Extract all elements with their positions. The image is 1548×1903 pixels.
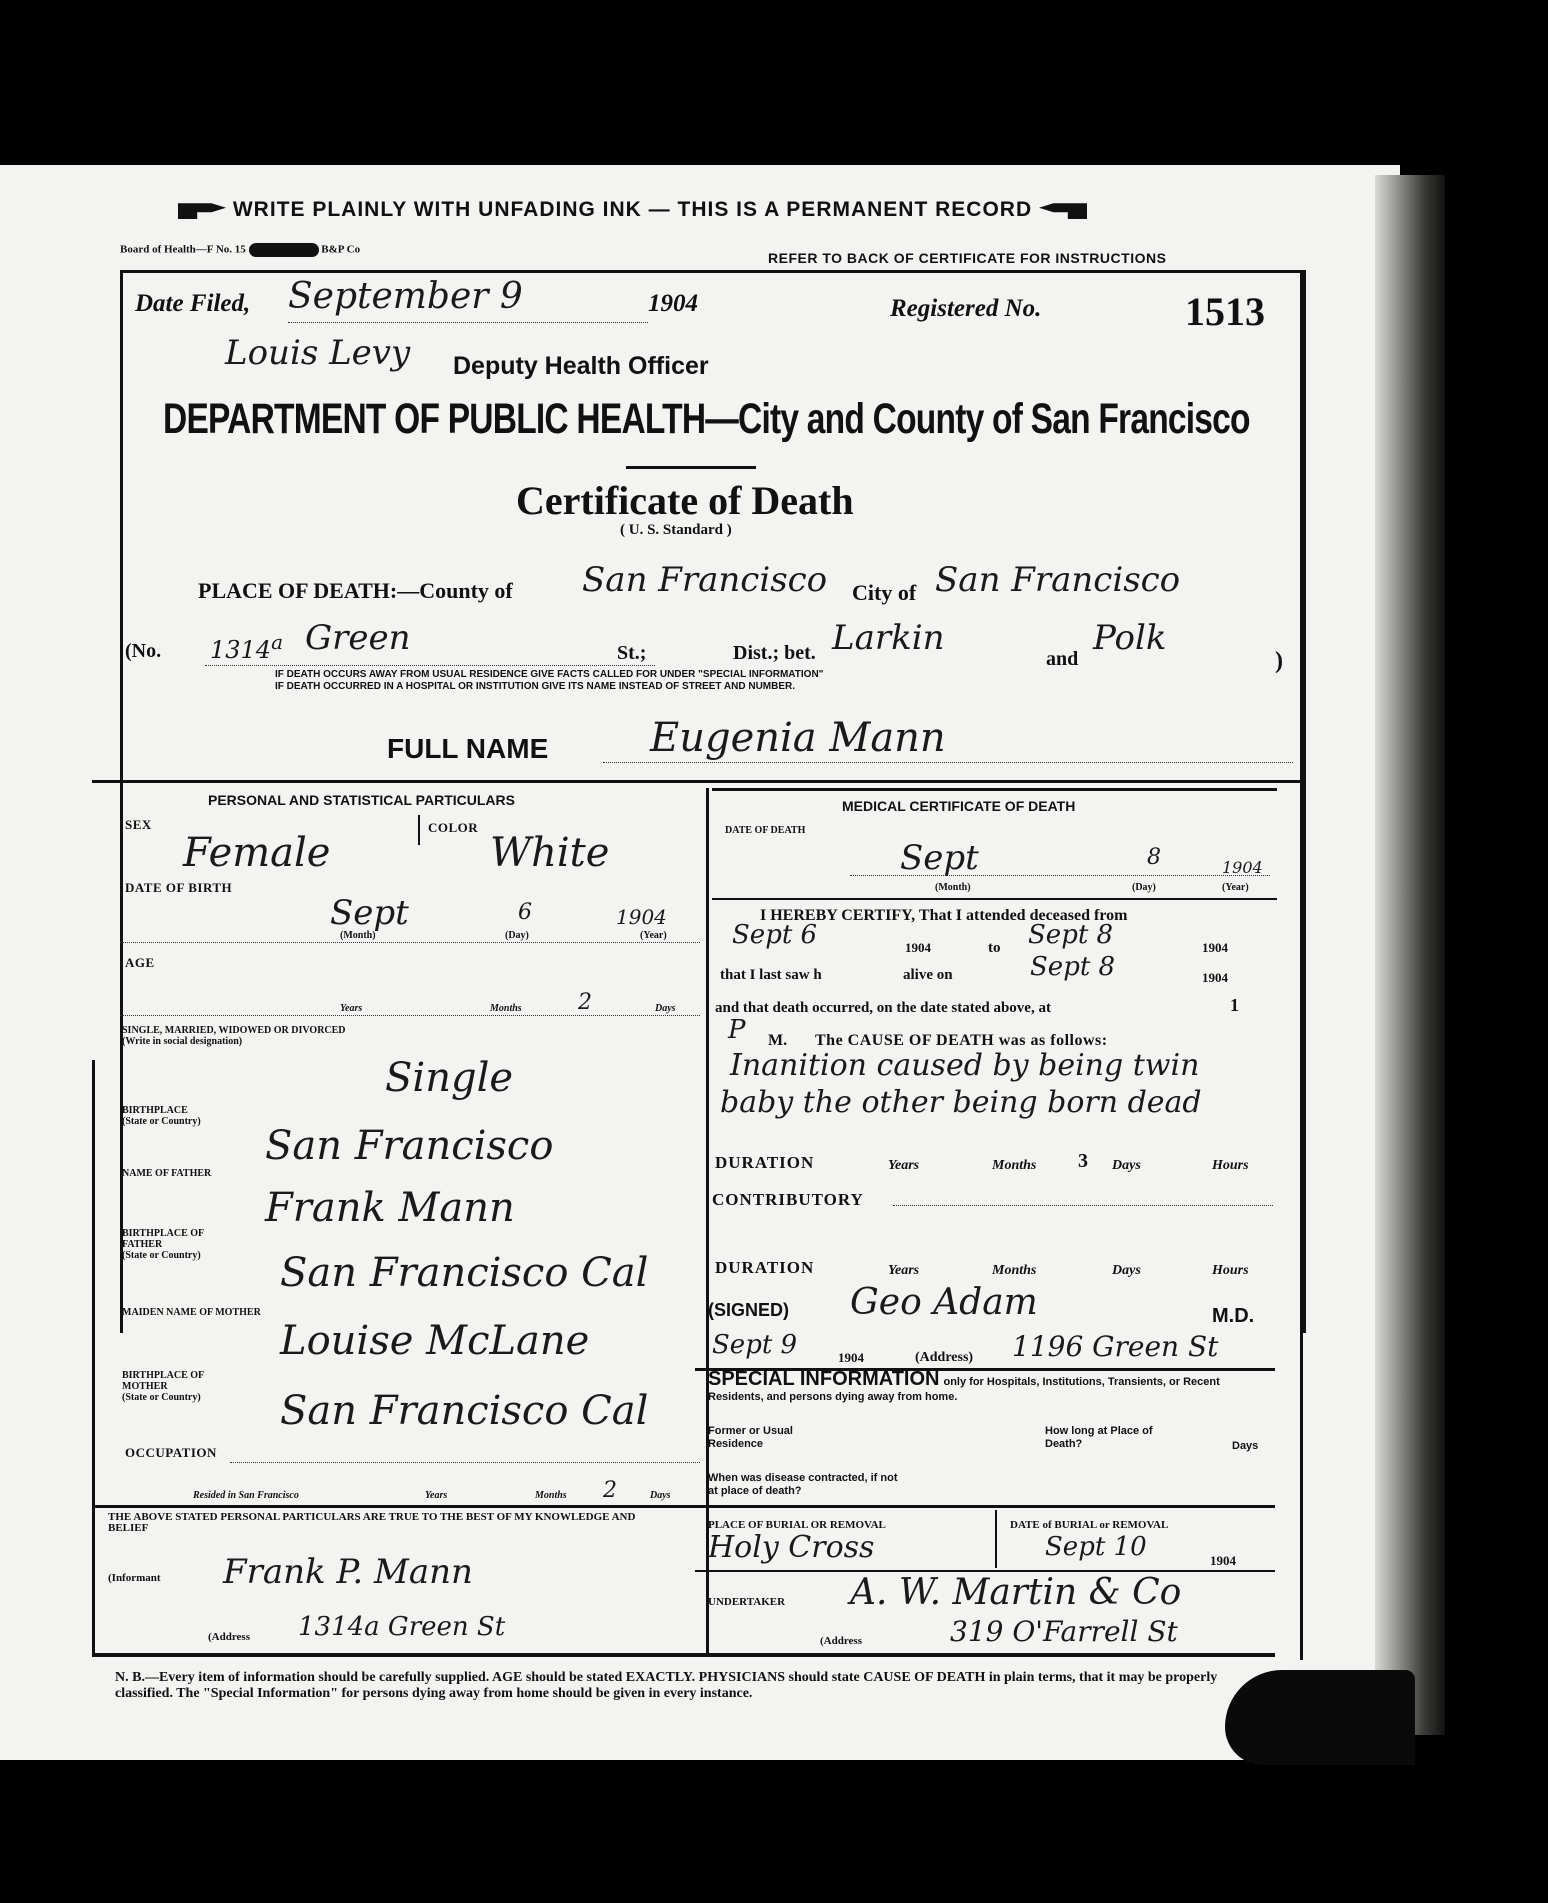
duration-days-value: 3 bbox=[1078, 1150, 1088, 1172]
informant-address: 1314a Green St bbox=[298, 1612, 506, 1642]
place-note-2: IF DEATH OCCURRED IN A HOSPITAL OR INSTITUTION GIVE ITS NAME INSTEAD OF STREET AND NUMBER. bbox=[275, 681, 796, 692]
full-name-line bbox=[603, 762, 1293, 763]
street-line bbox=[205, 665, 655, 666]
undertaker-value: A. W. Martin & Co bbox=[850, 1572, 1182, 1613]
attend-to: Sept 8 bbox=[1028, 920, 1114, 950]
former-residence-label: Former or Usual Residence bbox=[708, 1425, 793, 1450]
birthplace-label bbox=[122, 1105, 201, 1127]
full-name-value: Eugenia Mann bbox=[650, 715, 946, 761]
burial-divider bbox=[995, 1510, 997, 1568]
duration-label: DURATION bbox=[715, 1153, 815, 1172]
occupation-label: OCCUPATION bbox=[125, 1445, 217, 1460]
cause-line-1: Inanition caused by being twin bbox=[730, 1048, 1200, 1083]
attest-text: THE ABOVE STATED PERSONAL PARTICULARS ARE TRUE TO THE BEST OF MY KNOWLEDGE AND BELIEF bbox=[108, 1511, 636, 1534]
md-label: M.D. bbox=[1212, 1305, 1255, 1327]
form-id bbox=[120, 243, 360, 257]
printer-seal-icon bbox=[249, 243, 319, 257]
attend-from: Sept 6 bbox=[732, 920, 818, 950]
dob-year: 1904 bbox=[616, 905, 667, 929]
informant-value: Frank P. Mann bbox=[223, 1552, 473, 1592]
contrib-months-caption: Months bbox=[992, 1263, 1037, 1278]
form-id-left: Board of Health—F No. 15 bbox=[120, 243, 246, 256]
resided-years-caption: Years bbox=[425, 1490, 448, 1501]
date-filed-year: 1904 bbox=[648, 290, 698, 317]
color-label: COLOR bbox=[428, 820, 479, 835]
date-filed-line bbox=[288, 322, 648, 323]
dod-month: Sept bbox=[900, 838, 979, 878]
title-rule bbox=[626, 466, 756, 469]
duration-years-caption: Years bbox=[888, 1158, 920, 1173]
age-days-value: 2 bbox=[578, 990, 592, 1015]
undertaker-label: UNDERTAKER bbox=[708, 1596, 786, 1608]
dod-day: 8 bbox=[1147, 845, 1161, 870]
m-label: M. bbox=[768, 1032, 788, 1049]
contributory-label: CONTRIBUTORY bbox=[712, 1190, 864, 1209]
medical-top-rule bbox=[712, 788, 1277, 791]
county-value: San Francisco bbox=[582, 560, 828, 600]
banner-text: WRITE PLAINLY WITH UNFADING INK — THIS IS A PERMANENT RECORD bbox=[232, 198, 1033, 221]
dob-year-caption: (Year) bbox=[640, 930, 667, 941]
cause-label: The CAUSE OF DEATH was as follows: bbox=[815, 1032, 1108, 1049]
father-bp-label-text: BIRTHPLACE OF FATHER bbox=[122, 1228, 204, 1250]
color-divider bbox=[418, 815, 420, 845]
date-filed-label: Date Filed, bbox=[135, 290, 251, 317]
attend-from-year: 1904 bbox=[905, 940, 931, 955]
age-months-caption: Months bbox=[490, 1003, 522, 1014]
city-label: City of bbox=[852, 580, 917, 605]
dod-line bbox=[850, 875, 1270, 876]
mother-birthplace-value: San Francisco Cal bbox=[280, 1388, 649, 1434]
ink-blot bbox=[1225, 1670, 1415, 1765]
resided-months-caption: Months bbox=[535, 1490, 567, 1501]
street-number-sup: a bbox=[271, 630, 284, 654]
duration-days-caption: Days bbox=[1112, 1158, 1141, 1173]
color-value: White bbox=[490, 830, 610, 876]
death-hour: 1 bbox=[1230, 995, 1239, 1015]
occupation-line bbox=[230, 1462, 700, 1463]
contrib-years-caption: Years bbox=[888, 1263, 920, 1278]
dob-day: 6 bbox=[518, 900, 532, 925]
place-note-1: IF DEATH OCCURS AWAY FROM USUAL RESIDENCE GIVE FACTS CALLED FOR UNDER "SPECIAL INFORMATION" bbox=[275, 669, 824, 680]
duration-months-caption: Months bbox=[992, 1158, 1037, 1173]
full-name-label: FULL NAME bbox=[387, 733, 549, 764]
doc-address-label: (Address) bbox=[915, 1350, 974, 1365]
street-number-value: 1314 bbox=[210, 636, 272, 664]
cause-line-2: baby the other being born dead bbox=[720, 1085, 1202, 1120]
close-paren: ) bbox=[1275, 648, 1283, 674]
burial-date: Sept 10 bbox=[1045, 1532, 1147, 1562]
form-right-rule bbox=[1300, 270, 1303, 1660]
burial-date-label: DATE of BURIAL or REMOVAL bbox=[1010, 1519, 1169, 1531]
signed-label: (SIGNED) bbox=[708, 1300, 789, 1320]
contributory-line bbox=[893, 1205, 1273, 1206]
sex-value: Female bbox=[183, 830, 331, 876]
contrib-days-caption: Days bbox=[1112, 1263, 1141, 1278]
between-street-1: Larkin bbox=[832, 618, 945, 658]
footer-note: N. B.—Every item of information should be carefully supplied. AGE should be stated EXACTLY. PHYSICIANS should state CAUSE OF DEATH in plain terms, that it may be properly classified. The "Special Information" for persons dying away from home should be given in every instance. bbox=[115, 1670, 1218, 1701]
dod-year-caption: (Year) bbox=[1222, 882, 1249, 893]
special-heading-title: SPECIAL INFORMATION bbox=[708, 1368, 940, 1390]
certificate-title: Certificate of Death bbox=[516, 478, 854, 523]
father-birthplace-label bbox=[122, 1228, 242, 1261]
attend-to-label: to bbox=[988, 940, 1001, 956]
alive-label: alive on bbox=[903, 967, 953, 983]
mother-bp-sub-text: (State or Country) bbox=[122, 1392, 201, 1403]
and-label: and bbox=[1046, 648, 1079, 670]
signed-year: 1904 bbox=[838, 1350, 864, 1365]
dob-label: DATE OF BIRTH bbox=[125, 880, 233, 895]
dod-year: 1904 bbox=[1222, 858, 1263, 877]
signed-date: Sept 9 bbox=[712, 1330, 798, 1360]
resided-days-caption: Days bbox=[650, 1490, 671, 1501]
dob-month-caption: (Month) bbox=[340, 930, 376, 941]
father-birthplace-value: San Francisco Cal bbox=[280, 1250, 649, 1296]
place-notes bbox=[275, 669, 823, 693]
signed-value: Geo Adam bbox=[850, 1282, 1038, 1323]
medical-heading: MEDICAL CERTIFICATE OF DEATH bbox=[842, 798, 1076, 814]
contrib-duration-label: DURATION bbox=[715, 1258, 815, 1277]
duration-hours-caption: Hours bbox=[1212, 1158, 1249, 1173]
occurred-text: and that death occurred, on the date stated above, at bbox=[715, 1000, 1051, 1016]
dod-label: DATE OF DEATH bbox=[725, 825, 806, 836]
informant-label: (Informant bbox=[108, 1572, 161, 1584]
dist-label: Dist.; bet. bbox=[733, 642, 816, 664]
contracted-label: When was disease contracted, if not at place of death? bbox=[708, 1472, 898, 1497]
marital-sub-text: (Write in social designation) bbox=[122, 1036, 243, 1047]
date-filed-value: September 9 bbox=[288, 276, 523, 317]
mother-value: Louise McLane bbox=[280, 1318, 590, 1364]
burial-rule bbox=[695, 1505, 1275, 1508]
undertaker-address-label: (Address bbox=[820, 1635, 862, 1647]
registered-number: 1513 bbox=[1185, 289, 1265, 334]
birthplace-sub-text: (State or Country) bbox=[122, 1116, 201, 1127]
contrib-hours-caption: Hours bbox=[1212, 1263, 1249, 1278]
pm-value: P bbox=[728, 1015, 746, 1045]
birthplace-label-text: BIRTHPLACE bbox=[122, 1105, 188, 1116]
dob-day-caption: (Day) bbox=[505, 930, 529, 941]
marital-label bbox=[122, 1025, 352, 1047]
mother-label: MAIDEN NAME OF MOTHER bbox=[122, 1307, 261, 1318]
st-label: St.; bbox=[617, 642, 647, 664]
form-id-right: B&P Co bbox=[321, 243, 361, 256]
dob-month: Sept bbox=[330, 893, 409, 933]
resided-label: Resided in San Francisco bbox=[193, 1490, 299, 1501]
form-bottom-rule bbox=[92, 1653, 1275, 1657]
age-years-caption: Years bbox=[340, 1003, 363, 1014]
dod-day-caption: (Day) bbox=[1132, 882, 1156, 893]
certify-text: I HEREBY CERTIFY, That I attended deceased from bbox=[760, 907, 1128, 924]
pointing-hand-icon bbox=[178, 201, 226, 219]
street-name: Green bbox=[305, 618, 411, 658]
resided-days-value: 2 bbox=[603, 1478, 617, 1503]
informant-address-label: (Address bbox=[208, 1631, 250, 1643]
how-long-days: Days bbox=[1232, 1440, 1259, 1452]
burial-place: Holy Cross bbox=[708, 1530, 875, 1565]
attest-rule bbox=[95, 1505, 707, 1508]
city-value: San Francisco bbox=[935, 560, 1181, 600]
lastsaw-date: Sept 8 bbox=[1030, 952, 1116, 982]
age-label: AGE bbox=[125, 955, 155, 970]
marital-value: Single bbox=[385, 1055, 514, 1101]
lastsaw-year: 1904 bbox=[1202, 970, 1228, 985]
standard-label: ( U. S. Standard ) bbox=[620, 522, 732, 538]
place-of-death-label: PLACE OF DEATH:—County of bbox=[198, 578, 513, 603]
street-number bbox=[210, 630, 283, 664]
lastsaw-label: that I last saw h bbox=[720, 967, 822, 983]
marital-label-text: SINGLE, MARRIED, WIDOWED OR DIVORCED bbox=[122, 1025, 346, 1036]
attend-to-year: 1904 bbox=[1202, 940, 1228, 955]
special-heading-sub: only for Hospitals, Institutions, Transients, or Recent Residents, and persons dying away from home. bbox=[708, 1376, 1220, 1403]
banner bbox=[178, 198, 1087, 222]
father-value: Frank Mann bbox=[265, 1185, 515, 1231]
dod-month-caption: (Month) bbox=[935, 882, 971, 893]
officer-title: Deputy Health Officer bbox=[453, 352, 709, 380]
number-label: (No. bbox=[125, 640, 162, 662]
dob-line bbox=[120, 942, 700, 943]
sex-label: SEX bbox=[125, 817, 152, 832]
mother-bp-label-text: BIRTHPLACE OF MOTHER bbox=[122, 1370, 204, 1392]
personal-heading: PERSONAL AND STATISTICAL PARTICULARS bbox=[208, 792, 515, 808]
pointing-hand-icon bbox=[1039, 201, 1087, 219]
age-days-caption: Days bbox=[655, 1003, 676, 1014]
registered-label: Registered No. bbox=[890, 295, 1042, 322]
birthplace-value: San Francisco bbox=[265, 1123, 554, 1169]
mother-birthplace-label bbox=[122, 1370, 242, 1403]
between-street-2: Polk bbox=[1093, 618, 1167, 658]
undertaker-address: 319 O'Farrell St bbox=[950, 1615, 1178, 1648]
special-heading bbox=[708, 1368, 1278, 1404]
how-long-label: How long at Place of Death? bbox=[1045, 1425, 1153, 1450]
department-title: DEPARTMENT OF PUBLIC HEALTH—City and County of San Francisco bbox=[163, 395, 1250, 443]
officer-signature: Louis Levy bbox=[225, 333, 411, 373]
form-left-rule-upper bbox=[120, 270, 123, 1062]
age-line bbox=[120, 1015, 700, 1016]
doc-address: 1196 Green St bbox=[1012, 1330, 1219, 1363]
book-binding bbox=[1375, 175, 1445, 1735]
section-rule bbox=[92, 780, 1302, 783]
form-left-rule-lower bbox=[92, 1060, 95, 1657]
father-bp-sub-text: (State or Country) bbox=[122, 1250, 201, 1261]
refer-instructions: REFER TO BACK OF CERTIFICATE FOR INSTRUCTIONS bbox=[768, 250, 1167, 266]
burial-place-label: PLACE OF BURIAL OR REMOVAL bbox=[708, 1519, 886, 1531]
dod-rule bbox=[712, 898, 1277, 900]
burial-year: 1904 bbox=[1210, 1553, 1236, 1568]
father-label: NAME OF FATHER bbox=[122, 1168, 212, 1179]
